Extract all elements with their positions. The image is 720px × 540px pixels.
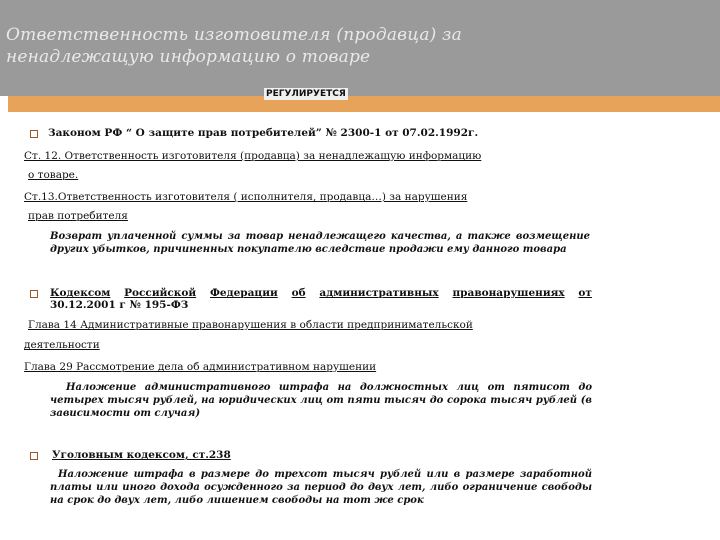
chapter-14-line-1: Глава 14 Административные правонарушения в области предпринимательской <box>28 319 473 331</box>
bullet-square-icon <box>30 130 38 138</box>
slide-title: Ответственность изготовителя (продавца) за ненадлежащую информацию о товаре <box>6 25 462 67</box>
consumer-law-heading: Законом РФ “ О защите прав потребителей” № 2300-1 от 07.02.1992г. <box>48 127 479 139</box>
criminal-code-heading: Уголовным кодексом, ст.238 <box>52 449 231 461</box>
chapter-29-line: Глава 29 Рассмотрение дела об административном нарушении <box>24 361 377 373</box>
admin-code-word: Кодексом <box>50 287 111 299</box>
admin-code-word: административных <box>319 287 439 299</box>
bullet-square-icon <box>30 452 38 460</box>
admin-code-word: правонарушениях <box>452 287 565 299</box>
article-12-line-1: Ст. 12. Ответственность изготовителя (продавца) за ненадлежащую информацию <box>24 150 482 162</box>
slide-header <box>0 0 720 96</box>
criminal-penalty-paragraph: Наложение штрафа в размере до трехсот тысяч рублей или в размере заработной платы или иного дохода осужденного за период до двух лет, либо ограничение свободы на срок до двух лет, либо лишением свободы на тот же срок <box>50 469 592 506</box>
bullet-square-icon <box>30 290 38 298</box>
admin-code-word: от <box>578 287 592 299</box>
article-13-line-1: Ст.13.Ответственность изготовителя ( исполнителя, продавца…) за нарушения <box>24 191 468 203</box>
admin-code-word: Федерации <box>209 287 278 299</box>
admin-code-heading-line-2: 30.12.2001 г № 195-ФЗ <box>50 299 189 311</box>
regulated-label: РЕГУЛИРУЕТСЯ <box>266 89 346 99</box>
admin-code-word: об <box>291 287 306 299</box>
accent-bar <box>0 96 720 112</box>
article-13-line-2: прав потребителя <box>28 210 128 222</box>
chapter-14-line-2: деятельности <box>24 339 100 351</box>
article-12-line-2: о товаре. <box>28 169 79 181</box>
admin-fine-paragraph: Наложение административного штрафа на должностных лиц от пятисот до четырех тысяч рублей, на юридических лиц от пяти тысяч до сорока тысяч рублей (в зависимости от случая) <box>50 382 592 419</box>
slide-body <box>0 112 720 540</box>
accent-bar-notch <box>0 96 8 112</box>
remedy-paragraph: Возврат уплаченной суммы за товар ненадлежащего качества, а также возмещение других убытков, причиненных покупателю вследствие продажи ему данного товара <box>50 231 590 255</box>
admin-code-word: Российской <box>124 287 197 299</box>
